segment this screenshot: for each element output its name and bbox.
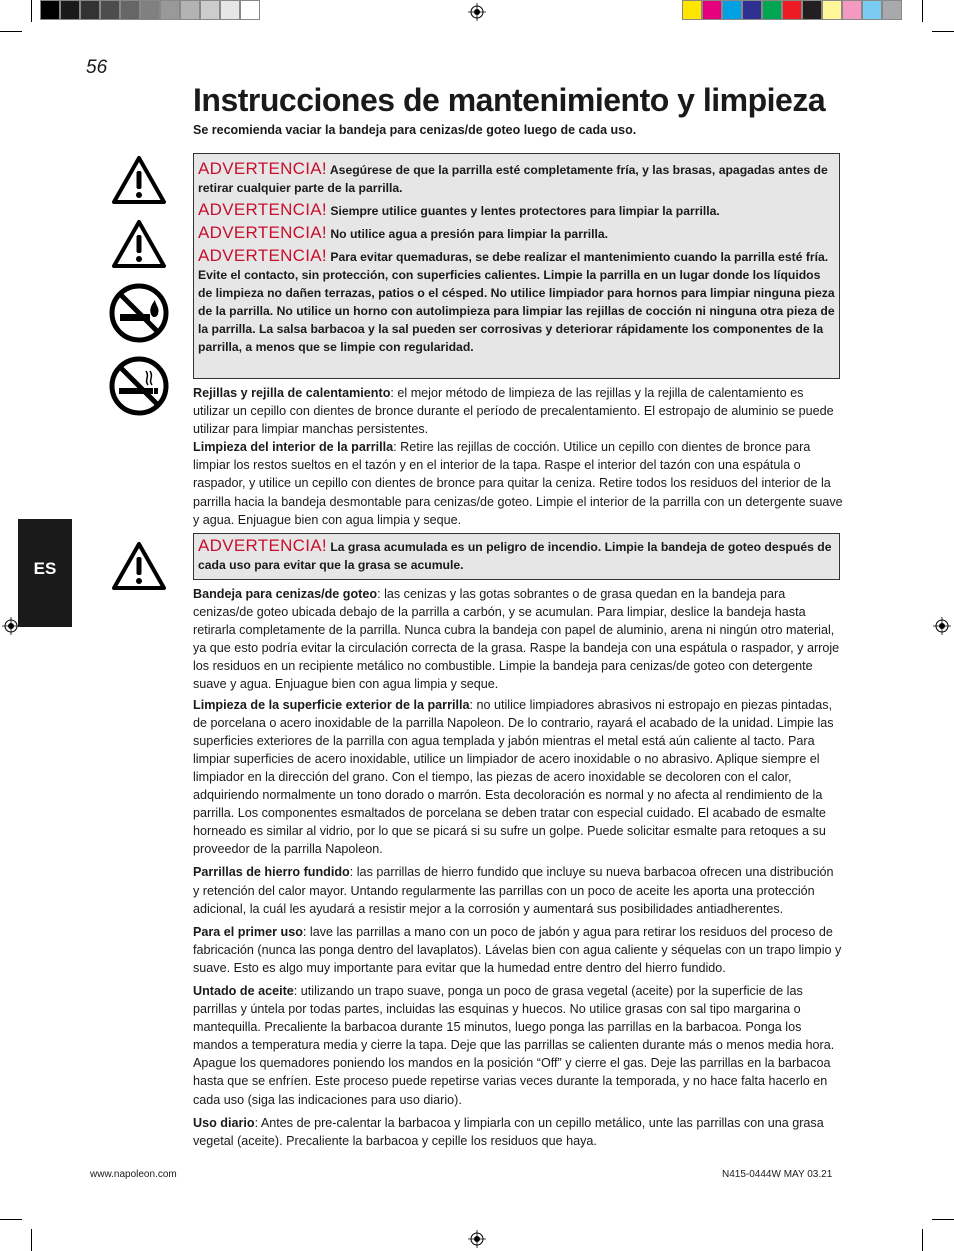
color-swatch (60, 0, 80, 20)
warning-box-safety (193, 153, 840, 379)
color-swatch (160, 0, 180, 20)
color-swatch (842, 0, 862, 20)
color-swatch (40, 0, 60, 20)
paragraph-text: : no utilice limpiadores abrasivos ni estropajo en piezas pintadas, de porcelana o acero inoxidable de la parrilla Napoleon. De lo contrario, rayará el acabado de la unidad. Limpie las superficies exteriores de la parrilla con agua templada y jabón mientras el metal está aún caliente al tacto. Para limpiar superficies de acero inoxidable, utilice un limpiador de acero inoxidable o no abrasivo. Aplique siempre el limpiador en la dirección del grano. Con el tiempo, las piezas de acero inoxidable se decoloren con el calor, adquiriendo normalmente un tono dorado o marrón. Esta decoloración es normal y no afecta al rendimiento de la parrilla. Los componentes esmaltados de porcelana se deben tratar con especial cuidado. El acabado de esmalte horneado es similar al vidrio, por lo que se picará si su sufre un golpe. Puede solicitar esmalte para retoques a su proveedor de la parrilla Napoleon. (193, 697, 834, 857)
paragraph-text: : las cenizas y las gotas sobrantes o de grasa quedan en la bandeja para cenizas/de goteo ubicada debajo de la parrilla a carbón, y se acumulan. Para limpiar, deslice la bandeja hasta retirarla completamente de la parrilla. Nunca cubra la bandeja con papel de aluminio, arena ni ningún otro material, ya que esto podría evitar la circulación correcta de la grasa. Raspe la bandeja con una espátula o raspador, y arroje los residuos en un recipiente metálico no combustible. Limpie la bandeja para cenizas/de goteo con detergente suave y agua. Enjuague bien con agua limpia y seque. (193, 587, 840, 692)
paragraph-heading: Untado de aceite (193, 983, 294, 998)
color-swatch (140, 0, 160, 20)
process-color-bar (682, 0, 902, 22)
paragraph-heading: Parrillas de hierro fundido (193, 865, 350, 880)
registration-mark-icon (933, 617, 951, 635)
paragraph-heading: Limpieza de la superficie exterior de la parrilla (193, 697, 470, 712)
warning-label: ADVERTENCIA! (198, 246, 327, 265)
cleaning-section-details (193, 585, 843, 1150)
warning-item (198, 224, 835, 243)
language-tab: ES (18, 519, 72, 627)
paragraph (193, 696, 843, 859)
color-swatch (240, 0, 260, 20)
warning-label: ADVERTENCIA! (198, 159, 327, 178)
warning-label: ADVERTENCIA! (198, 200, 327, 219)
crop-mark (932, 31, 954, 32)
crop-mark (31, 1229, 32, 1251)
color-swatch (100, 0, 120, 20)
cleaning-section-grates (193, 384, 843, 529)
color-swatch (822, 0, 842, 20)
paragraph-text: : las parrillas de hierro fundido que incluye su nueva barbacoa ofrecen una distribución y retención del calor mayor. Untando regularmente las parrillas con un poco de aceite les aporta una protección adicional, la cuál les ayudará a resistir mejor a la corrosión y aumentará sus posibilidades antiadherentes. (193, 865, 834, 916)
color-swatch (180, 0, 200, 20)
no-open-flame-icon (108, 282, 170, 344)
paragraph (193, 1114, 843, 1150)
warning-triangle-icon (111, 155, 167, 205)
color-swatch (762, 0, 782, 20)
warning-item (198, 201, 835, 220)
paragraph-text: : lave las parrillas a mano con un poco de jabón y agua para retirar los residuos del proceso de fabricación (nunca las ponga dentro del lavaplatos). Lávelas bien con agua caliente y séquelas con un trapo limpio y suave. Esto es algo muy importante para evitar que la humedad entre dentro del hierro fundido. (193, 924, 842, 975)
warning-label: ADVERTENCIA! (198, 536, 327, 555)
paragraph-text: : Antes de pre-calentar la barbacoa y limpiarla con un cepillo metálico, unte las parrillas con una grasa vegetal (aceite). Precaliente la barbacoa y cepille los residuos que haya. (193, 1115, 824, 1148)
paragraph-heading: Uso diario (193, 1115, 255, 1130)
color-swatch (882, 0, 902, 20)
warning-text: La grasa acumulada es un peligro de incendio. Limpie la bandeja de goteo después de cada uso para evitar que la grasa se acumule. (198, 540, 832, 572)
warning-item (198, 160, 835, 197)
paragraph (193, 384, 843, 438)
paragraph (193, 438, 843, 528)
paragraph-heading: Limpieza del interior de la parrilla (193, 440, 394, 455)
warning-text: Asegúrese de que la parrilla esté completamente fría, y las brasas, apagadas antes de retirar cualquier parte de la parrilla. (198, 163, 828, 195)
paragraph (193, 863, 843, 917)
paragraph-heading: Bandeja para cenizas/de goteo (193, 587, 378, 601)
crop-mark (932, 1219, 954, 1220)
page-title: Instrucciones de mantenimiento y limpieza (193, 82, 826, 118)
color-swatch (802, 0, 822, 20)
color-swatch (782, 0, 802, 20)
paragraph-text: : el mejor método de limpieza de las rejillas y la rejilla de calentamiento es utilizar un cepillo con dientes de bronce durante el período de precalentamiento. El estropajo de aluminio se puede utilizar para limpiar manchas persistentes. (193, 386, 834, 437)
color-swatch (742, 0, 762, 20)
no-smoking-icon (108, 355, 170, 417)
footer-doc-code: N415-0444W MAY 03.21 (722, 1169, 833, 1180)
paragraph (193, 585, 843, 694)
color-swatch (722, 0, 742, 20)
color-swatch (682, 0, 702, 20)
page-subtitle: Se recomienda vaciar la bandeja para cenizas/de goteo luego de cada uso. (193, 123, 637, 137)
warning-box-grease (193, 533, 840, 580)
color-swatch (862, 0, 882, 20)
warning-text: No utilice agua a presión para limpiar la parrilla. (326, 227, 609, 241)
crop-mark (922, 1229, 923, 1251)
crop-mark (31, 0, 32, 22)
paragraph-text: : utilizando un trapo suave, ponga un poco de grasa vegetal (aceite) por la superficie de las parrillas y úntela por todas partes, incluidas las esquinas y huecos. No utilice grasas con sal tipo margarina o mantequilla. Precaliente la barbacoa durante 15 minutos, luego ponga las parrillas en la barbacoa. Ponga los mandos a temperatura media y cierre la tapa. Deje que las parrillas se calienten durante más o menos media hora. Apague los quemadores poniendo los mandos en la posición “Off” y cierre el gas. Deje las parrillas en la barbacoa hasta que se enfríen. Este proceso puede repetirse varias veces durante la temporada, y no hace falta hacerlo en cada uso (siga las indicaciones para uso diario). (193, 983, 835, 1107)
color-swatch (220, 0, 240, 20)
color-swatch (120, 0, 140, 20)
paragraph-text: : Retire las rejillas de cocción. Utilice un cepillo con dientes de bronce para limpiar los restos sueltos en el tazón y en el interior de la tapa. Raspe el interior del tazón con una espátula o raspador, y utilice un cepillo con dientes de bronce para quitar la ceniza. Retire todos los residuos del interior de la parrilla hacia la bandeja desmontable para cenizas/de goteo. Limpie el interior de la parrilla con un detergente suave y agua. Enjuague bien con agua limpia y seque. (193, 440, 843, 527)
paragraph-heading: Para el primer uso (193, 924, 303, 939)
crop-mark (0, 31, 22, 32)
registration-mark-icon (468, 1230, 486, 1248)
warning-label: ADVERTENCIA! (198, 223, 327, 242)
footer-website: www.napoleon.com (90, 1169, 177, 1180)
color-swatch (702, 0, 722, 20)
paragraph (193, 982, 843, 1109)
warning-text: Para evitar quemaduras, se debe realizar el mantenimiento cuando la parrilla esté fría. Evite el contacto, sin protección, con superficies calientes. Limpie la parrilla en un lugar donde los líquidos de limpieza no dañen terrazas, patios o el césped. No utilice limpiador para hornos para limpiar ninguna pieza de la parrilla. No utilice un horno con autolimpieza para limpiar las rejillas de cocción ni ninguna otra pieza de la parrilla. La salsa barbacoa y la sal pueden ser corrosivas y deteriorar rápidamente los componentes de la parrilla, a menos que se limpie con regularidad. (198, 250, 835, 354)
warning-triangle-icon (111, 219, 167, 269)
crop-mark (0, 1219, 22, 1220)
registration-mark-icon (468, 3, 486, 21)
color-swatch (200, 0, 220, 20)
warning-triangle-icon (111, 541, 167, 591)
warning-item (198, 537, 835, 574)
color-swatch (80, 0, 100, 20)
grayscale-color-bar (40, 0, 260, 22)
warning-text: Siempre utilice guantes y lentes protectores para limpiar la parrilla. (326, 204, 720, 218)
paragraph-heading: Rejillas y rejilla de calentamiento (193, 386, 391, 400)
page-number: 56 (86, 57, 108, 78)
crop-mark (922, 0, 923, 22)
paragraph (193, 923, 843, 977)
warning-item (198, 247, 835, 356)
